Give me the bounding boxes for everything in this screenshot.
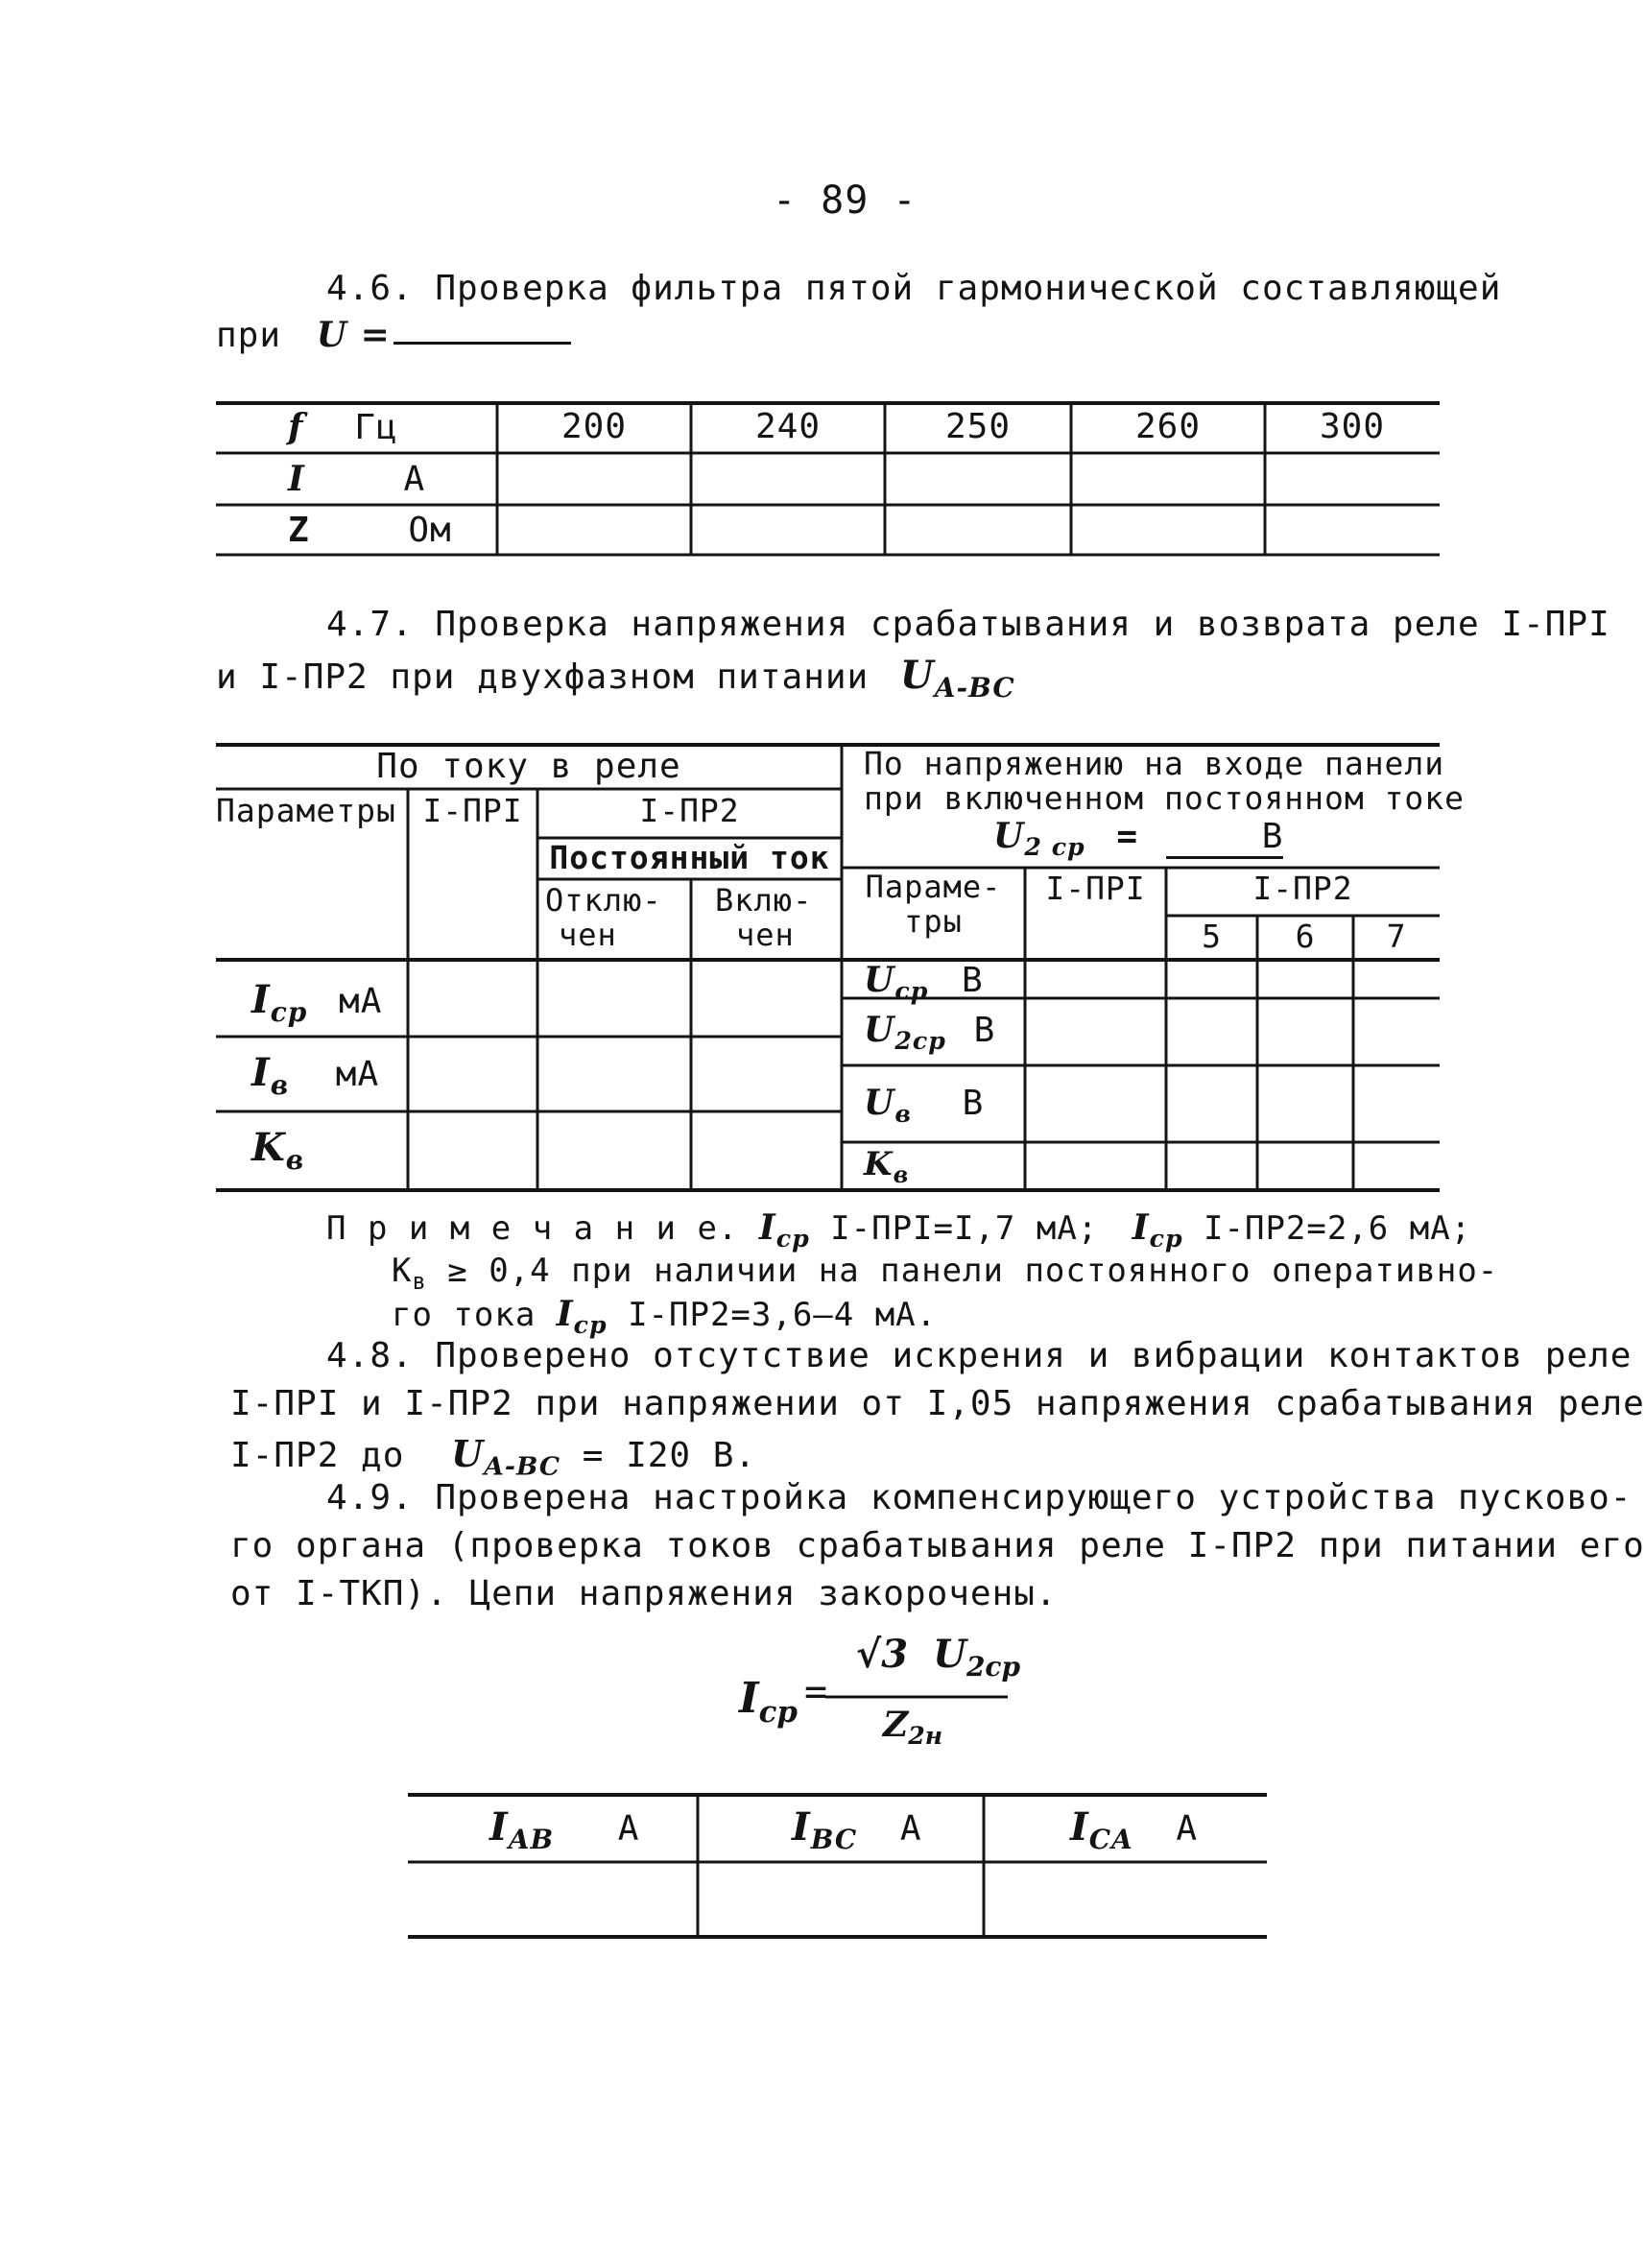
off-line2: чен	[559, 917, 617, 953]
u2cp-blank	[1166, 817, 1262, 859]
section-4-7-line2-text: и I-ПР2 при двухфазном питании	[216, 657, 870, 697]
freq-cell: 240	[754, 407, 822, 446]
left-row-ib: $I_в$ мА	[251, 1050, 380, 1101]
section-4-9-line1: 4.9. Проверена настройка компенсирующего устройства пусково-	[326, 1478, 1633, 1517]
freq-cell: 250	[944, 407, 1012, 446]
section-4-8-line3: I-ПР2 до $U_{A-BC} = I20$ В.	[230, 1432, 757, 1482]
hz-unit: Гц	[354, 408, 398, 447]
right-param-line2: тры	[904, 903, 963, 940]
subcol-6: 6	[1295, 918, 1316, 955]
right-param-line1: Параме-	[865, 869, 1002, 905]
left-row-icp: $I_{ср}$ мА	[251, 977, 383, 1028]
right-row-ucp: $U_{ср}$ В	[864, 960, 984, 1006]
section-4-8-line1: 4.8. Проверено отсутствие искрения и вибрации контактов реле	[326, 1336, 1633, 1375]
dc-current-header: Постоянный ток	[549, 839, 830, 876]
right-row-kb: $K_в$	[864, 1145, 910, 1188]
on-line1: Вклю-	[715, 882, 813, 919]
on-line2: чен	[736, 917, 795, 953]
section-4-9-line2: го органа (проверка токов срабатывания реле I-ПР2 при питании его	[230, 1526, 1645, 1565]
left-row-kb: $K_в$	[251, 1125, 305, 1176]
subcol-5: 5	[1202, 918, 1222, 955]
note-line2: $К_в \ge 0,4$ при наличии на панели постоянного оперативно-	[392, 1252, 1499, 1295]
formula-denominator: $Z_{2н}$	[883, 1705, 943, 1751]
section-4-7-line1: 4.7. Проверка напряжения срабатывания и возврата реле I-ПРI	[326, 605, 1610, 644]
subcol-7: 7	[1386, 918, 1407, 955]
formula-numerator: √3 $U_{2ср}$	[856, 1632, 1021, 1683]
current-symbol: I	[288, 459, 305, 499]
formula-equals: =	[804, 1670, 828, 1714]
section-4-6-prefix: при	[216, 316, 282, 355]
col-pr1: I-ПРI	[422, 792, 523, 829]
right-param-header	[842, 870, 1025, 939]
freq-cell: 300	[1319, 407, 1386, 446]
section-4-8-line2: I-ПРI и I-ПР2 при напряжении от I,05 напряжения срабатывания реле	[230, 1384, 1645, 1423]
u-symbol: U =	[316, 315, 391, 355]
right-row-u2cp: $U_{2ср}$ В	[864, 1010, 996, 1056]
section-4-6-line1: 4.6. Проверка фильтра пятой гармонической составляющей	[326, 269, 1502, 308]
col-iab: $I_{AB}$ А	[489, 1804, 640, 1855]
col-on	[715, 883, 812, 952]
section-4-9-line3: от I-ТКП). Цепи напряжения закорочены.	[230, 1574, 1058, 1613]
row-current	[288, 459, 425, 499]
right-col-pr2: I-ПР2	[1252, 870, 1353, 907]
impedance-unit: Ом	[408, 511, 452, 550]
col-pr2: I-ПР2	[639, 792, 740, 829]
freq-cell: 200	[560, 407, 628, 446]
right-col-pr1: I-ПРI	[1045, 870, 1146, 907]
by-voltage-title	[864, 747, 1465, 816]
col-ica: $I_{CA}$ А	[1070, 1804, 1199, 1855]
u-ab-symbol: $U_{A-BC}$	[899, 653, 1015, 704]
note-block	[326, 1207, 1499, 1341]
impedance-symbol: Z	[288, 511, 310, 550]
by-current-title: По току в реле	[376, 747, 681, 786]
row-impedance	[288, 511, 452, 550]
col-ibc: $I_{BC}$ А	[792, 1804, 922, 1855]
col-off	[545, 883, 662, 952]
by-voltage-title-line2: при включенном постоянном токе	[864, 779, 1466, 817]
u2cp-set-value: $U_{2 ср} = В$	[993, 816, 1284, 862]
frequency-symbol: f	[288, 407, 304, 447]
formula-lhs: $I_{ср}$	[739, 1674, 798, 1730]
off-line1: Отклю-	[545, 882, 662, 919]
page-number: - 89 -	[773, 179, 918, 223]
table-4-6-header-unit	[288, 407, 398, 447]
by-voltage-title-line1: По напряжению на входе панели	[864, 745, 1445, 782]
current-unit: А	[403, 460, 426, 499]
right-row-ub: $U_в$ В	[864, 1083, 985, 1129]
note-line3: го тока $I_{ср}$ I-ПР2=3,6–4 мА.	[392, 1293, 938, 1340]
note-line1: П р и м е ч а н и е. $I_{ср}$ I-ПРI=I,7 мА; $I_{ср}$ I-ПР2=2,6 мА;	[326, 1207, 1472, 1253]
param-header: Параметры	[216, 792, 396, 829]
freq-cell: 260	[1134, 407, 1202, 446]
section-4-7-line2	[216, 653, 1015, 704]
u2cp-unit: В	[1262, 817, 1284, 859]
